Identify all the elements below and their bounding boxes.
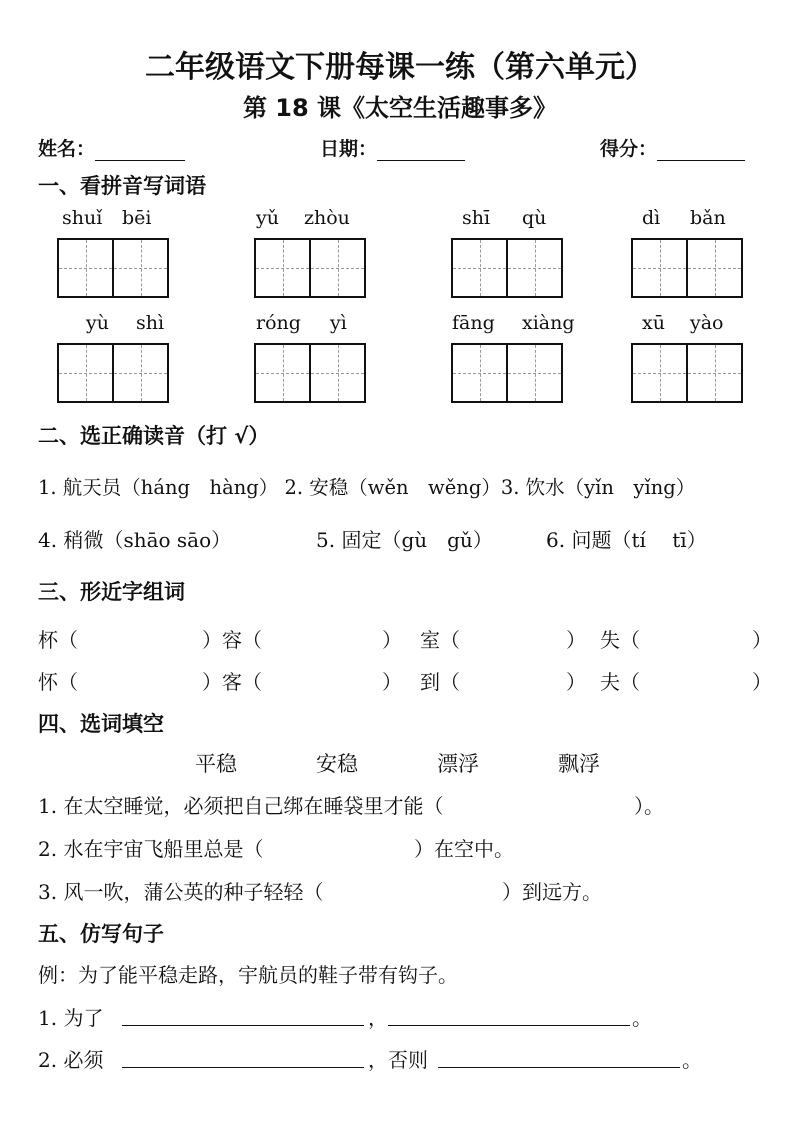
pinyin-label: shī [462,207,491,229]
answer-line[interactable] [388,1025,630,1026]
date-field [320,134,465,161]
section-1-heading: 一、看拼音写词语 [38,174,206,198]
pinyin-label: dì [642,207,661,229]
bracket-close: ） [566,628,586,652]
similar-char-item[interactable]: 杯（ [38,628,78,652]
bracket-close: ） [382,670,402,694]
pinyin-label: xiàng [522,312,575,334]
word-bank-item: 平稳 [195,752,237,776]
similar-char-item[interactable]: 夫（ [600,670,640,694]
date-blank[interactable] [377,142,465,161]
pronunciation-item-6[interactable]: 6. 问题（tí tī） [546,528,707,552]
similar-char-item[interactable]: 室（ [420,628,460,652]
section-5-heading: 五、仿写句子 [38,922,164,946]
fill-question-1-end: ）。 [634,794,664,818]
example-sentence: 例：为了能平稳走路，宇航员的鞋子带有钩子。 [38,963,458,987]
writing-grid[interactable] [631,238,743,298]
fill-question-2-end: ）在空中。 [414,837,514,861]
pinyin-label: xū [642,312,665,334]
pinyin-label: yù [86,312,109,334]
score-blank[interactable] [657,142,745,161]
name-label: 姓名： [38,138,96,160]
writing-grid[interactable] [631,343,743,403]
fill-question-1-text: 1. 在太空睡觉，必须把自己绑在睡袋里才能（ [38,794,444,818]
imitate-question-2-middle: ，否则 [368,1048,428,1072]
bracket-close: ） [566,670,586,694]
name-field [38,134,185,161]
score-label: 得分： [600,138,658,160]
similar-char-item[interactable]: 到（ [420,670,460,694]
pinyin-label: yǔ [256,207,279,229]
pinyin-label: shuǐ [62,207,103,229]
imitate-question-2-prefix: 2. 必须 [38,1048,104,1072]
page-title: 二年级语文下册每课一练（第六单元） [145,50,655,85]
section-2-heading: 二、选正确读音（打 √） [38,424,270,448]
similar-char-item[interactable]: 怀（ [38,670,78,694]
imitate-question-1-end: 。 [632,1006,652,1030]
writing-grid[interactable] [254,238,366,298]
imitate-question-1-comma: ， [368,1006,388,1030]
similar-char-item[interactable]: 失（ [600,628,640,652]
pinyin-label: bēi [122,207,152,229]
pinyin-label: yì [330,312,347,334]
word-bank-item: 漂浮 [437,752,479,776]
fill-question-2-text: 2. 水在宇宙飞船里总是（ [38,837,264,861]
name-blank[interactable] [95,142,185,161]
pinyin-label: shì [136,312,165,334]
bracket-close: ） [382,628,402,652]
writing-grid[interactable] [451,343,563,403]
imitate-question-2-end: 。 [682,1048,702,1072]
section-4-heading: 四、选词填空 [38,712,164,736]
section-3-heading: 三、形近字组词 [38,580,185,604]
bracket-close: ） [752,670,772,694]
lesson-subtitle: 第 18 课《太空生活趣事多》 [242,94,558,122]
pinyin-label: fāng [452,312,495,334]
pinyin-label: róng [256,312,301,334]
pronunciation-line-1[interactable]: 1. 航天员（háng hàng） 2. 安稳（wěn wěng）3. 饮水（yǐn yǐng） [38,476,696,499]
pronunciation-item-4[interactable]: 4. 稍微（shāo sāo） [38,528,232,552]
score-field [600,134,745,161]
pinyin-label: yào [690,312,724,334]
writing-grid[interactable] [57,238,169,298]
fill-question-3-end: ）到远方。 [502,880,602,904]
imitate-question-1-prefix: 1. 为了 [38,1006,104,1030]
date-label: 日期： [320,138,378,160]
writing-grid[interactable] [451,238,563,298]
word-bank-item: 飘浮 [558,752,600,776]
answer-line[interactable] [122,1067,364,1068]
answer-line[interactable] [438,1067,680,1068]
writing-grid[interactable] [254,343,366,403]
pinyin-label: bǎn [690,207,726,229]
bracket-close: ） [752,628,772,652]
writing-grid[interactable] [57,343,169,403]
similar-char-item[interactable]: ）客（ [202,670,262,694]
word-bank-item: 安稳 [316,752,358,776]
fill-question-3-text: 3. 风一吹，蒲公英的种子轻轻（ [38,880,324,904]
pinyin-label: qù [522,207,547,229]
answer-line[interactable] [122,1025,364,1026]
similar-char-item[interactable]: ）容（ [202,628,262,652]
pronunciation-item-5[interactable]: 5. 固定（gù gǔ） [316,528,493,552]
pinyin-label: zhòu [304,207,350,229]
